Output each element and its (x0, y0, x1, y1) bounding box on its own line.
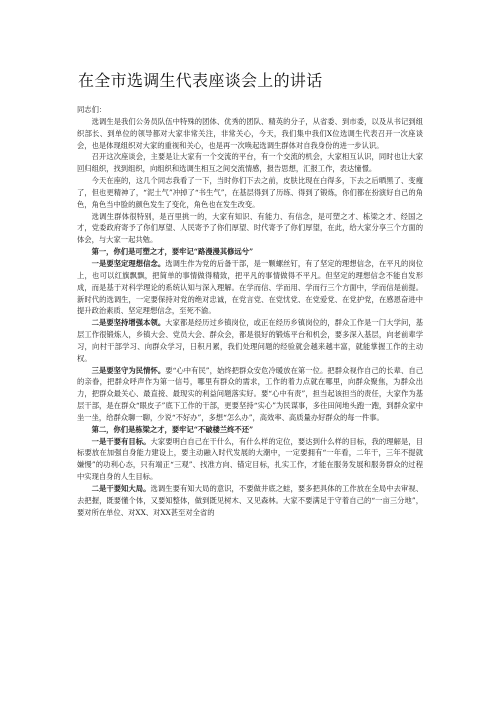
paragraph (77, 258, 423, 317)
document-body (77, 104, 423, 519)
point-text: 要“心中有民”，始终把群众安危冷暖放在第一位。把群众视作自己的长辈、自己的亲眷，把群众呼声作为第一信号，哪里有群众的需求，工作的着力点就在哪里，向群众聚焦，为群众出力，把群众最关心、最直接、最现实的利益问题落实好。要“心中有责”，担当起该担当的责任，大家作为基层干部，是在群众“眼皮子”底下工作的干部，更要坚持“实心”为民谋事，多往田间地头跑一跑，到群众家中坐一坐，给群众聊一聊，少说“不好办”，多想“怎么办”，高效率、高质量办好群众的每一件事。 (77, 365, 423, 422)
point-lead: 一是干要有目标。 (91, 436, 151, 446)
section-heading: 第一，你们是可塑之才，要牢记“路漫漫其修远兮” (91, 247, 254, 257)
point-lead: 二是要坚持增强本领。 (91, 318, 166, 328)
point-text: 大家都是经历过乡镇岗位，或正在经历乡镇岗位的，群众工作是一门大学问，基层工作很锻炼人，乡镇大会、党员大会、群众会，都是很好的锻炼平台和机会，要多深入基层，向老前辈学习，向村干部学习、向群众学习，日积月累，我们处理问题的经验就会越来越丰富，就能掌握工作的主动权。 (77, 318, 424, 363)
paragraph (77, 365, 423, 424)
paragraph: 召开这次座谈会，主要是让大家有一个交流的平台，有一个交流的机会，大家相互认识，同时也让大家回归组织，找到组织，向组织和选调生相互之间交流情感，报告思想，汇报工作，表达憧憬。 (77, 152, 423, 174)
paragraph: 选调生是我们公务员队伍中特殊的团体、优秀的团队、精英的分子，从省委、到市委，以及从书记到组织部长、到单位的领导都对大家非常关注，非常关心，今天，我们集中我们X位选调生代表召开一次座谈会，也是体现组织对大家的重视和关心，也是再一次唤起选调生群体对自我身份的进一步认识。 (77, 116, 423, 150)
paragraph: 今天在座的，这几个同志我看了一下，当时你们下去之前，皮肤比现在白得多，下去之后晒黑了、变瘦了，但也更精神了，“泥土气”冲掉了“书生气”，在基层得到了历练、得到了锻炼，你们都在扮演好自己的角色，角色当中脸的颜色发生了变化，角色也在发生改变。 (77, 176, 423, 209)
point-text: 大家要明白自己在干什么，有什么样的定位，要达到什么样的目标，我的理解是，目标要放在加强自身能力建设上，要主动融入时代发展的大潮中，一定要拥有“一年看，二年干，三年不提就嫌慢”的功利心态，只有端正“三观”、找准方向、锚定目标，扎实工作，才能在服务发展和服务群众的过程中实现自身的人生目标。 (77, 436, 424, 482)
point-lead: 二是干要知大局。 (91, 484, 151, 493)
paragraph (77, 436, 423, 483)
paragraph: 选调生群体很特别，是百里挑一的，大家有知识、有能力、有信念，是可塑之才、栋梁之才、经国之才，党委政府寄予了你们厚望、人民寄予了你们厚望、时代寄予了你们厚望，在此，给大家分享三个方面的体会，与大家一起共勉。 (77, 211, 423, 245)
paragraph (77, 483, 423, 519)
point-lead: 三是要坚守为民情怀。 (91, 365, 166, 375)
paragraph (77, 317, 423, 364)
section-heading: 第二，你们是栋梁之才，要牢记“不破楼兰终不还” (91, 424, 254, 434)
point-text: 选调生作为党的后备干部，是一颗螺丝钉，有了坚定的理想信念，在平凡的岗位上，也可以红旗飘飘，把简单的事情做得精致，把平凡的事情做得不平凡。但坚定的理想信念不能自发形成，而是基于对科学理论的系统认知与深入理解。在学而信、学而用、学而行三个方面中，学而信是前提。新时代的选调生，一定要保持对党的绝对忠诚，在党言党、在党忧党、在党爱党、在党护党，在感恩奋进中提升政治素质、坚定理想信念，至死不渝。 (77, 258, 424, 316)
salutation: 同志们： (77, 105, 107, 114)
document-title: 在全市选调生代表座谈会上的讲话 (78, 71, 323, 90)
point-text: 选调生要有知大局的意识，不要做井底之蛙，要多把具体的工作放在全局中去审视、去把握，既要懂个体，又要知整体，做到既见树木、又见森林。大家不要满足于守着自己的“一亩三分地”，要对所在单位、对XX、对XX甚至对全省的 (77, 484, 424, 517)
point-lead: 一是要坚定理想信念。 (91, 258, 166, 268)
